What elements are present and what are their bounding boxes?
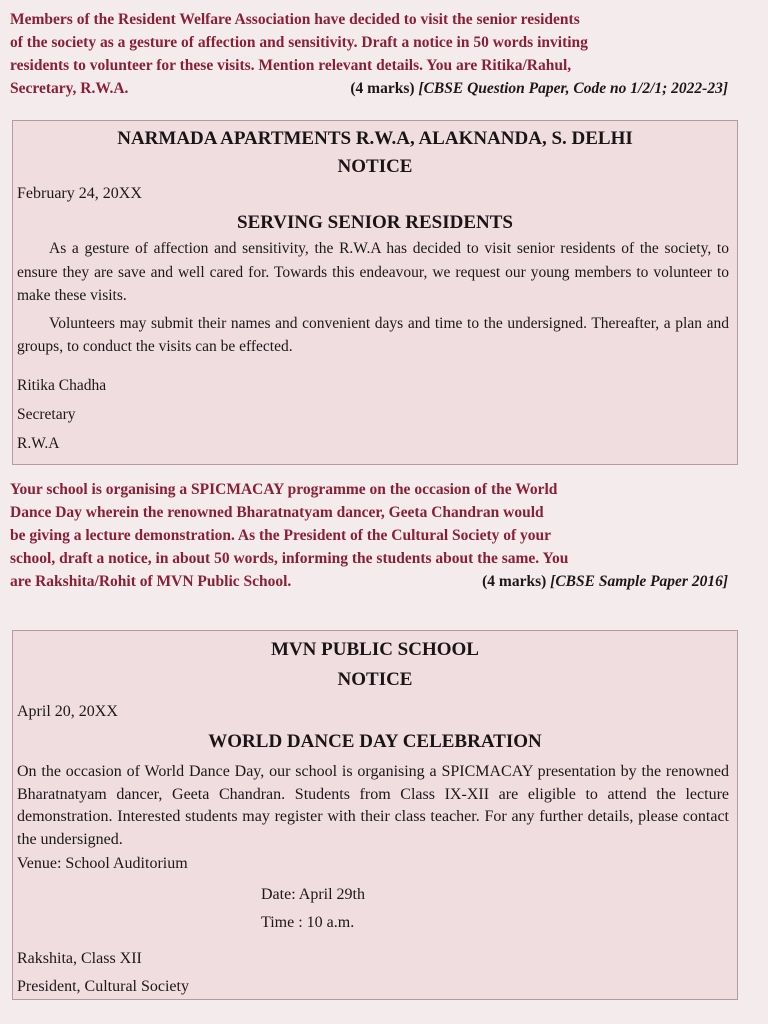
notice-heading: NOTICE [337,669,413,690]
question-2-line: Dance Day wherein the renowned Bharatnatyam dancer, Geeta Chandran would [10,504,544,521]
question-2-line: Your school is organising a SPICMACAY programme on the occasion of the World [10,481,558,498]
notice-paragraph: On the occasion of World Dance Day, our school is organising a SPICMACAY presentation by the renowned Bharatnatyam dancer, Geeta Chandran. Students from Class IX-XII are eligible to attend the lecture demonstration. Interested students may register with their class teacher. For any further details, please contact the undersigned. [17,763,729,848]
notice-subject: SERVING SENIOR RESIDENTS [237,212,513,233]
question-1-line: of the society as a gesture of affection and sensitivity. Draft a notice in 50 words inviting [10,34,588,51]
notice-paragraph: Volunteers may submit their names and convenient days and time to the undersigned. Thereafter, a plan and groups, to conduct the visits can be effected. [17,314,729,355]
marks-label: (4 marks) [482,573,547,590]
question-1-line: Secretary, R.W.A. [10,80,129,97]
question-1-marks [350,77,728,100]
notice-heading: NOTICE [337,156,413,177]
signatory-name: Ritika Chadha [17,376,107,394]
notice-paragraph: As a gesture of affection and sensitivity, the R.W.A has decided to visit senior residents of the society, to ensure they are save and well cared for. Towards this endeavour, we request our young members to volunteer to make these visits. [17,240,729,304]
notice-venue: Venue: School Auditorium [17,855,188,873]
signatory-name: Rakshita, Class XII [17,950,142,968]
notice-org-title: NARMADA APARTMENTS R.W.A, ALAKNANDA, S. DELHI [117,128,633,149]
notice-event-date: Date: April 29th [261,886,365,904]
notice-box-rwa [12,120,738,465]
notice-box-school [12,630,738,1000]
question-2-marks [482,570,728,593]
question-1-last-line [10,77,728,100]
signatory-org: R.W.A [17,434,60,452]
question-2-line: be giving a lecture demonstration. As the President of the Cultural Society of your [10,527,552,544]
question-2 [10,478,728,593]
signatory-title: President, Cultural Society [17,978,189,996]
signatory-title: Secretary [17,405,76,423]
marks-label: (4 marks) [350,80,415,97]
question-2-last-line [10,570,728,593]
question-1 [10,8,728,100]
notice-date: April 20, 20XX [17,703,118,720]
question-1-line: residents to volunteer for these visits. Mention relevant details. You are Ritika/Rahul, [10,57,572,74]
source-label: [CBSE Question Paper, Code no 1/2/1; 2022-23] [418,80,728,97]
question-2-line: are Rakshita/Rohit of MVN Public School. [10,573,292,590]
source-label: [CBSE Sample Paper 2016] [550,573,728,590]
notice-event-time: Time : 10 a.m. [261,914,355,932]
question-1-line: Members of the Resident Welfare Association have decided to visit the senior residents [10,11,580,28]
notice-date: February 24, 20XX [17,185,142,202]
notice-subject: WORLD DANCE DAY CELEBRATION [208,731,542,752]
notice-org-title: MVN PUBLIC SCHOOL [271,639,479,660]
question-2-line: school, draft a notice, in about 50 words, informing the students about the same. You [10,550,569,567]
